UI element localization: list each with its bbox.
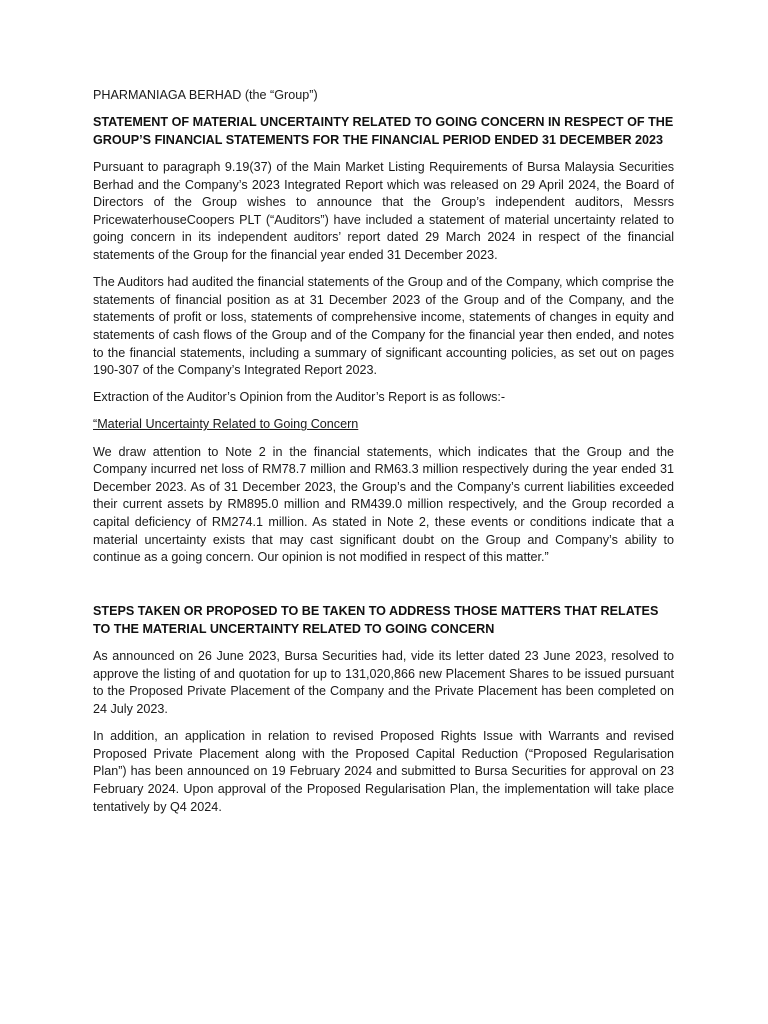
paragraph-audit-scope: The Auditors had audited the financial statements of the Group and of the Company, which comprise the statements of financial position as at 31 December 2023 of the Group and of the Company, and the statements of profit or loss, statements of comprehensive income, statements of changes in equity and statements of cash flows of the Group and of the Company for the financial year then ended, and notes to the financial statements, including a summary of significant accounting policies, as set out on pages 190-307 of the Company’s Integrated Report 2023. bbox=[93, 275, 674, 378]
company-line: PHARMANIAGA BERHAD (the “Group”) bbox=[93, 88, 318, 102]
paragraph-private-placement: As announced on 26 June 2023, Bursa Securities had, vide its letter dated 23 June 2023, resolved to approve the listing of and quotation for up to 131,020,866 new Placement Shares to be issued pursuant to the Proposed Private Placement of the Company and the Private Placement has been completed on 24 July 2023. bbox=[93, 649, 674, 716]
quote-body: We draw attention to Note 2 in the financial statements, which indicates that the Group and the Company incurred net loss of RM78.7 million and RM63.3 million respectively during the year ended 31 December 2023. As of 31 December 2023, the Group’s and the Company’s current liabilities exceeded their current assets by RM895.0 million and RM439.0 million respectively, and the Group recorded a capital deficiency of RM274.1 million. As stated in Note 2, these events or conditions indicate that a material uncertainty exists that may cast significant doubt on the Group and Company’s ability to continue as a going concern. Our opinion is not modified in respect of this matter.” bbox=[93, 444, 674, 565]
document-page bbox=[93, 87, 674, 826]
paragraph-announcement: Pursuant to paragraph 9.19(37) of the Main Market Listing Requirements of Bursa Malaysia Securities Berhad and the Company’s 2023 Integrated Report which was released on 29 April 2024, the Board of Directors of the Group wishes to announce that the Group’s independent auditors, Messrs PricewaterhouseCoopers PLT (“Auditors”) have included a statement of material uncertainty related to going concern in its independent auditors’ report dated 29 March 2024 in respect of the financial statements of the Group for the financial year ended 31 December 2023. bbox=[93, 159, 674, 262]
section-spacer bbox=[93, 576, 674, 603]
paragraph-extraction-intro: Extraction of the Auditor’s Opinion from the Auditor’s Report is as follows:- bbox=[93, 390, 506, 405]
quote-heading: “Material Uncertainty Related to Going Concern bbox=[93, 417, 359, 432]
steps-heading: STEPS TAKEN OR PROPOSED TO BE TAKEN TO ADDRESS THOSE MATTERS THAT RELATES TO THE MATERIAL UNCERTAINTY RELATED TO GOING CONCERN bbox=[93, 604, 659, 636]
paragraph-regularisation-plan: In addition, an application in relation to revised Proposed Rights Issue with Warrants and revised Proposed Private Placement along with the Proposed Capital Reduction (“Proposed Regularisation Plan”) has been announced on 19 February 2024 and submitted to Bursa Securities for approval on 23 February 2024. Upon approval of the Proposed Regularisation Plan, the implementation will take place tentatively by Q4 2024. bbox=[93, 729, 674, 814]
document-title: STATEMENT OF MATERIAL UNCERTAINTY RELATED TO GOING CONCERN IN RESPECT OF THE GROUP’S FINANCIAL STATEMENTS FOR THE FINANCIAL PERIOD ENDED 31 DECEMBER 2023 bbox=[93, 115, 674, 147]
